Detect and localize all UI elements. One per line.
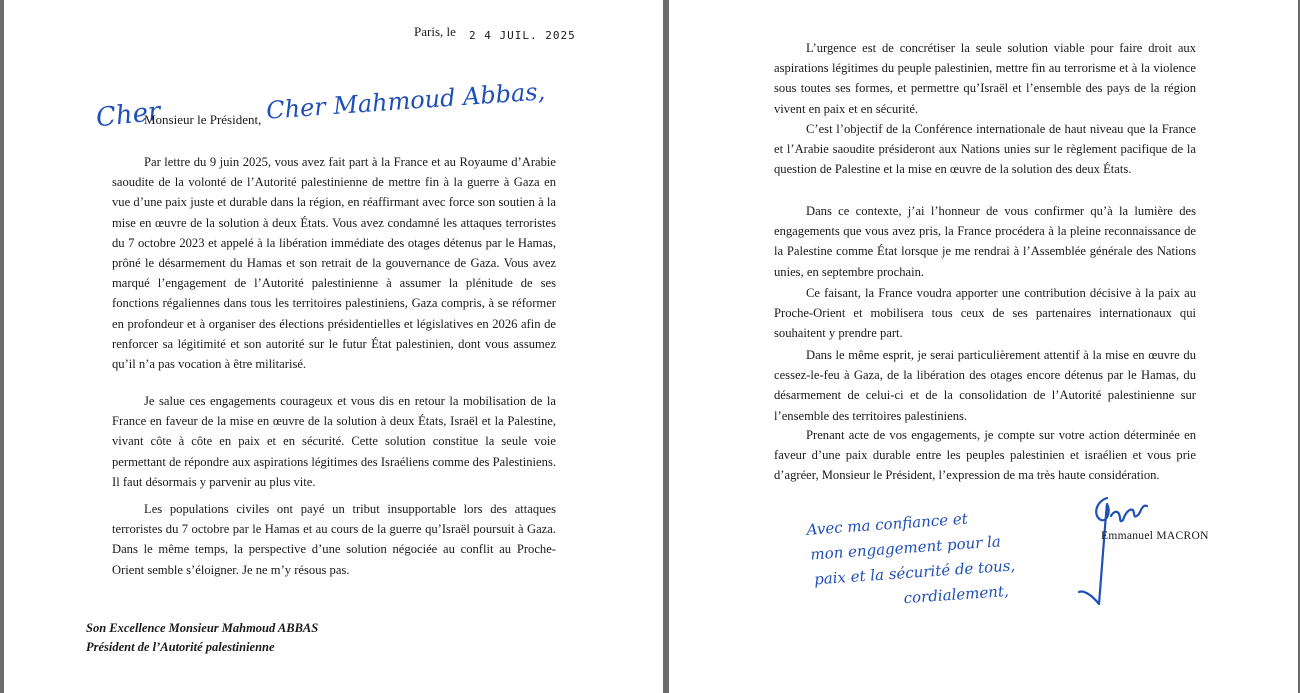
handwritten-note — [806, 498, 1092, 617]
paragraph: Dans le même esprit, je serai particulièrement attentif à la mise en œuvre du cessez-le-feu à Gaza, de la libération des otages encore détenus par le Hamas, du désarmement de celui-ci et de la consolidation de l’Autorité palestinienne sur l’ensemble des territoires palestiniens. — [774, 348, 1196, 423]
paragraph: C’est l’objectif de la Conférence internationale de haut niveau que la France et l’Arabie saoudite présideront aux Nations unies sur le règlement pacifique de la question de Palestine et la mise en œuvre de la solution des deux États. — [774, 122, 1196, 177]
handwritten-note-line: Avec ma confiance et — [806, 509, 969, 539]
addressee-title: Président de l’Autorité palestinienne — [86, 640, 275, 654]
handwritten-name: Cher Mahmoud Abbas, — [265, 77, 547, 125]
signature-icon — [1077, 494, 1151, 610]
date-stamp: 2 4 JUIL. 2025 — [469, 29, 576, 42]
signatory-name: Emmanuel MACRON — [1101, 530, 1209, 542]
paragraph: Dans ce contexte, j’ai l’honneur de vous confirmer qu’à la lumière des engagements que vous avez pris, la France procédera à la pleine reconnaissance de la Palestine comme État lorsque je me rendrai à l’Assemblée générale des Nations unies, en septembre prochain. — [774, 204, 1196, 279]
handwritten-note-line: mon engagement pour la — [809, 532, 1002, 564]
handwritten-note-line: cordialement, — [903, 581, 1010, 608]
paragraph: Les populations civiles ont payé un tribut insupportable lors des attaques terroristes du 7 octobre par le Hamas et au cours de la guerre qu’Israël poursuit à Gaza. Dans le même temps, la perspective d’une solution négociée au conflit au Proche-Orient semble s’éloigner. Je ne m’y résous pas. — [112, 502, 556, 577]
paragraph: L’urgence est de concrétiser la seule solution viable pour faire droit aux aspirations légitimes du peuple palestinien, mettre fin au terrorisme et à la violence sous toutes ses formes, et permettre qu’Israël et l’ensemble des pays de la région vivent en paix et en sécurité. — [774, 41, 1196, 116]
handwritten-note-line: paix et la sécurité de tous, — [813, 556, 1016, 589]
letter-page-left — [4, 0, 663, 693]
paragraph: Par lettre du 9 juin 2025, vous avez fait part à la France et au Royaume d’Arabie saoudite de la volonté de l’Autorité palestinienne de mettre fin à la guerre à Gaza en vue d’une paix juste et durable dans la région, en réaffirmant avec force son soutien à la mise en œuvre de la solution à deux États. Vous avez condamné les attaques terroristes du 7 octobre 2023 et appelé à la libération immédiate des otages détenus par le Hamas, prôné le désarmement du Hamas et son retrait de la gouvernance de Gaza. Vous avez marqué l’engagement de l’Autorité palestinienne à assumer la plénitude de ses fonctions régaliennes dans tous les territoires palestiniens, Gaza compris, à se réformer en profondeur et à organiser des élections présidentielles et législatives en 2026 afin de renforcer sa légitimité et son autorité sur le futur État palestinien, dont vous assumez qu’il n’a pas vocation à être militarisé. — [112, 155, 556, 372]
addressee-name: Son Excellence Monsieur Mahmoud ABBAS — [86, 621, 319, 635]
paragraph: Prenant acte de vos engagements, je compte sur votre action déterminée en faveur d’une paix durable entre les peuples palestinien et israélien et vous prie d’agréer, Monsieur le Président, l’expression de ma très haute considération. — [774, 428, 1196, 483]
salutation: Monsieur le Président, — [144, 112, 262, 127]
handwritten-salutation: Cher — [94, 96, 162, 134]
paragraph: Je salue ces engagements courageux et vous dis en retour la mobilisation de la France en faveur de la mise en œuvre de la solution à deux États, Israël et la Palestine, vivant côte à côte en paix et en sécurité. Cette solution constitue la seule voie permettant de répondre aux aspirations légitimes des Israéliens comme des Palestiniens. Il faut désormais y parvenir au plus vite. — [112, 394, 556, 489]
dateline: Paris, le — [414, 24, 456, 39]
paragraph: Ce faisant, la France voudra apporter une contribution décisive à la paix au Proche-Orient et mobilisera tous ceux de ses partenaires internationaux qui souhaitent y prendre part. — [774, 286, 1196, 341]
addressee-block — [86, 619, 318, 657]
letter-page-right — [669, 0, 1298, 693]
